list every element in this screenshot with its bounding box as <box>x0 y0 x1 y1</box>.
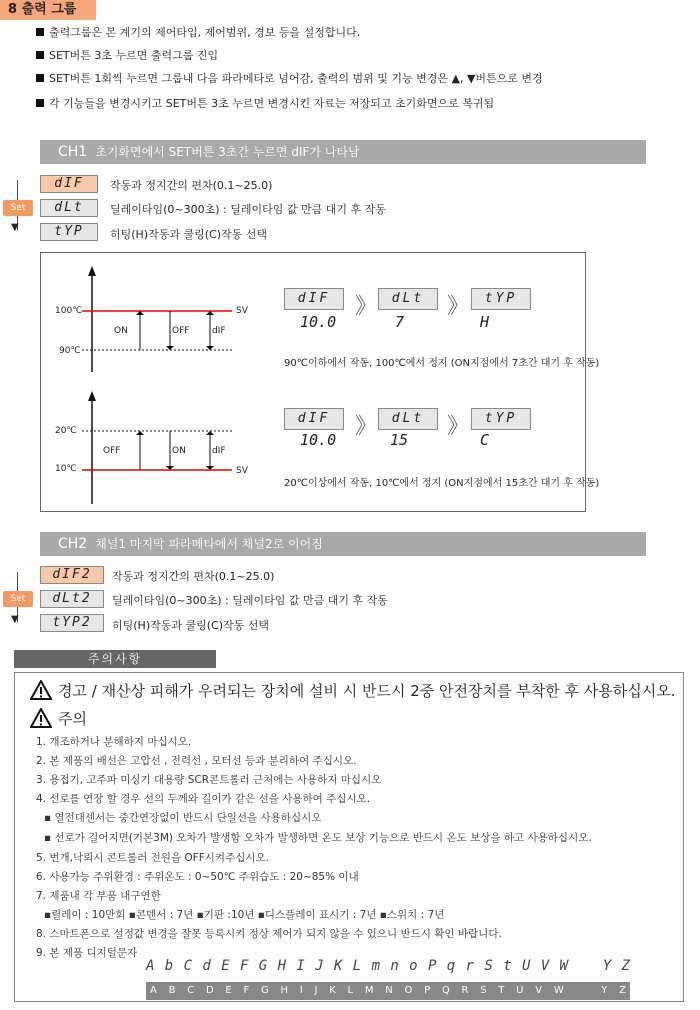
letter: K <box>329 985 336 996</box>
temp-label: 20℃ <box>55 426 77 436</box>
letter: J <box>314 985 318 996</box>
bullet-1: 출력그룹은 본 계기의 제어타입, 제어범위, 경보 등을 설정합니다. <box>36 24 360 40</box>
dif-value: 10.0 <box>300 313 337 331</box>
caution-item: ▪ 열전대센서는 중간연장없이 반드시 단일선을 사용하십시오 <box>44 812 322 824</box>
chevron-right-icon: 》 <box>447 414 470 439</box>
set-button[interactable]: Set <box>3 200 33 216</box>
lcd-dif2: dIF2 <box>40 566 104 584</box>
typ-value: C <box>480 431 490 449</box>
letter: C <box>187 985 195 996</box>
temp-label: 10℃ <box>55 464 77 474</box>
segment-char: Z <box>621 958 630 974</box>
off-label: OFF <box>172 326 190 336</box>
bottom-caption: 20℃이상에서 작동, 10℃에서 정지 (ON지점에서 15초간 대기 후 작동) <box>284 478 600 489</box>
caution-item: 4. 선로를 연장 할 경우 선의 두께와 길이가 같은 선을 사용하여 주십시오. <box>36 793 371 805</box>
dif-value: 10.0 <box>300 431 337 449</box>
lcd-typ2: tYP2 <box>40 614 104 632</box>
caution-item: 1. 개조하거나 분해하지 마십시오. <box>36 736 192 748</box>
letter: H <box>280 985 289 996</box>
segment-char: q <box>446 958 456 974</box>
segment-characters <box>146 958 630 980</box>
segment-char: V <box>540 958 550 974</box>
lcd-dif: dIF <box>40 175 98 193</box>
segment-char: o <box>409 958 418 974</box>
on-label: ON <box>172 446 186 456</box>
caution-item: 7. 제품내 각 부품 내구연한 <box>36 890 161 902</box>
param-desc: 히팅(H)작동과 쿨링(C)작동 선택 <box>112 619 269 632</box>
segment-char: J <box>315 958 324 974</box>
ch1-header: CH1 초기화면에서 SET버튼 3초간 누르면 dIF가 나타남 <box>40 140 646 164</box>
segment-char: F <box>239 958 249 974</box>
lcd-typ: tYP <box>471 408 531 430</box>
bullet-4: 각 기능들을 변경시키고 SET버튼 3초 누르면 변경시킨 자료는 저장되고 초기화면으로 복귀됨 <box>36 95 494 111</box>
caution-item: 3. 용접기, 고주파 미싱기 대용량 SCR콘트롤러 근처에는 사용하지 마십시오 <box>36 774 382 786</box>
letter: S <box>480 985 487 996</box>
set-button[interactable]: Set <box>3 591 33 607</box>
caution-item: 8. 스마트폰으로 설정값 변경을 잘못 등록시켜 정상 제어가 되지 않을 수 있으니 반드시 확인 바랍니다. <box>36 928 502 940</box>
dlt-value: 15 <box>390 431 409 449</box>
segment-char: b <box>164 958 174 974</box>
bullet-square-icon <box>36 99 44 107</box>
caution-header: 주의사항 <box>14 650 216 668</box>
section-title: 8 출력 그룹 <box>0 0 96 20</box>
top-caption: 90℃이하에서 작동, 100℃에서 정지 (ON지점에서 7초간 대기 후 작동) <box>284 358 600 369</box>
segment-char: Y <box>602 958 612 974</box>
lcd-typ: tYP <box>471 288 531 310</box>
param-desc: 딜레이타임(0~300초) : 딜레이타임 값 만큼 대기 후 작동 <box>110 203 386 216</box>
segment-char: C <box>183 958 193 974</box>
caution-item: 2. 본 제품의 배선은 고압선 , 전력선 , 모터선 등과 분리하여 주십시오. <box>36 755 357 767</box>
caution-item: 6. 사용가능 주위환경 : 주위온도 : 0~50℃ 주위습도 : 20~85% 이내 <box>36 871 359 883</box>
letter-bar <box>146 982 630 1000</box>
caution-item: 9. 본 제품 디지털문자 <box>36 947 138 959</box>
letter: E <box>225 985 232 996</box>
typ-value: H <box>480 313 490 331</box>
caution-item: 5. 번개,낙뢰시 콘트롤러 전원을 OFF시켜주십시오. <box>36 852 269 864</box>
caution-item: ▪ 선로가 길어지면(기본3M) 오차가 발생함 오차가 발생하면 온도 보상 기능으로 반드시 온도 보상을 하고 사용하십시오. <box>44 832 592 844</box>
chevron-right-icon: 》 <box>447 294 470 319</box>
sv-label: SV <box>236 306 248 316</box>
segment-char: H <box>277 958 287 974</box>
warning-icon <box>30 708 52 728</box>
bullet-square-icon <box>36 28 44 36</box>
letter: P <box>424 985 431 996</box>
lcd-dlt: dLt <box>378 288 438 310</box>
letter: R <box>461 985 469 996</box>
down-arrow-icon: ▼ <box>11 614 19 625</box>
letter: U <box>516 985 524 996</box>
letter-gap <box>575 982 589 1000</box>
segment-char: m <box>371 958 380 974</box>
lcd-dlt: dLt <box>378 408 438 430</box>
letter: G <box>261 985 269 996</box>
warning-icon <box>30 680 52 700</box>
param-desc: 작동과 정지간의 편차(0.1~25.0) <box>110 179 273 192</box>
segment-char: L <box>352 958 362 974</box>
bullet-2: SET버튼 3초 누르면 출력그룹 진입 <box>36 47 218 63</box>
down-arrow-icon: ▼ <box>11 222 19 233</box>
segment-char: r <box>465 958 474 974</box>
warning-text: 경고 / 재산상 피해가 우려되는 장치에 설비 시 반드시 2중 안전장치를 부착한 후 사용하십시오. <box>58 682 676 700</box>
lcd-typ: tYP <box>40 223 98 241</box>
arrow-up-icon <box>88 266 96 276</box>
segment-char: S <box>484 958 493 974</box>
segment-char: d <box>202 958 211 974</box>
param-desc: 딜레이타임(0~300초) : 딜레이타임 값 만큼 대기 후 작동 <box>112 594 388 607</box>
segment-char: K <box>333 958 343 974</box>
letter: W <box>553 985 564 996</box>
dif-label: dIF <box>212 446 226 456</box>
dlt-value: 7 <box>395 313 405 331</box>
letter: M <box>364 985 374 996</box>
segment-char: W <box>559 958 568 974</box>
letter: A <box>150 985 157 996</box>
letter: Z <box>619 985 626 996</box>
param-desc: 히팅(H)작동과 쿨링(C)작동 선택 <box>110 228 267 241</box>
letter: V <box>535 985 543 996</box>
segment-char: I <box>296 958 305 974</box>
letter: L <box>347 985 354 996</box>
segment-gap <box>578 958 592 980</box>
letter: I <box>299 985 303 996</box>
segment-char: n <box>390 958 399 974</box>
note-title: 주의 <box>58 710 87 728</box>
bullet-square-icon <box>36 51 44 59</box>
sv-label: SV <box>236 466 248 476</box>
letter: O <box>404 985 413 996</box>
letter: Q <box>441 985 450 996</box>
lcd-dif: dIF <box>284 408 344 430</box>
arrow-up-icon <box>88 391 96 401</box>
dif-label: dIF <box>212 326 226 336</box>
segment-char: t <box>503 958 512 974</box>
param-desc: 작동과 정지간의 편차(0.1~25.0) <box>112 570 275 583</box>
segment-char: A <box>146 958 155 974</box>
ch2-header: CH2 채널1 마지막 파라메타에서 채널2로 이어짐 <box>40 532 646 556</box>
chevron-right-icon: 》 <box>355 414 378 439</box>
temp-label: 90℃ <box>59 346 81 356</box>
segment-char: P <box>427 958 437 974</box>
lcd-dif: dIF <box>284 288 344 310</box>
segment-char: U <box>521 958 531 974</box>
letter: T <box>498 985 505 996</box>
lcd-dlt2: dLt2 <box>40 590 104 608</box>
on-label: ON <box>114 326 128 336</box>
bullet-square-icon <box>36 74 44 82</box>
caution-item: ▪릴레이 : 10만회 ▪콘덴서 : 7년 ▪기판 :10년 ▪디스플레이 표시기 : 7년 ▪스위치 : 7년 <box>44 909 445 921</box>
letter: F <box>243 985 250 996</box>
temp-label: 100℃ <box>55 306 83 316</box>
bullet-3: SET버튼 1회씩 누르면 그룹내 다음 파라메타로 넘어감, 출력의 범위 및 기능 변경은 ▲, ▼버튼으로 변경 <box>36 70 543 86</box>
segment-char: E <box>221 958 230 974</box>
letter: D <box>205 985 214 996</box>
letter: Y <box>601 985 608 996</box>
lcd-dlt: dLt <box>40 199 98 217</box>
segment-char: G <box>258 958 268 974</box>
chevron-right-icon: 》 <box>355 294 378 319</box>
off-label: OFF <box>103 446 121 456</box>
letter: N <box>385 985 393 996</box>
letter: B <box>168 985 176 996</box>
